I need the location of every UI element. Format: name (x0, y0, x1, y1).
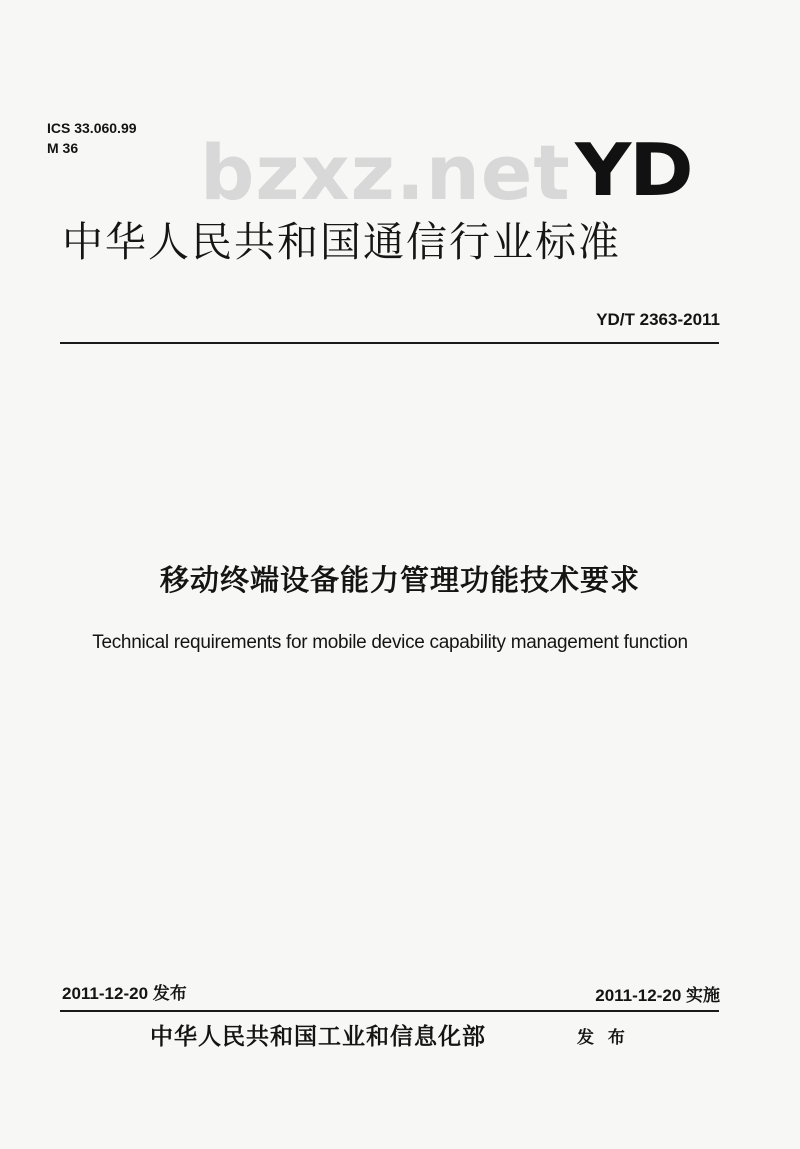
yd-logo: YD (575, 128, 692, 212)
standard-number: YD/T 2363-2011 (596, 310, 720, 329)
classification-codes (47, 118, 137, 158)
standard-category-title: 中华人民共和国通信行业标准 (62, 218, 621, 266)
publisher-name: 中华人民共和国工业和信息化部 (150, 1023, 486, 1050)
document-title-english: Technical requirements for mobile device capability management function (92, 632, 688, 653)
publisher-action: 发 布 (577, 1028, 629, 1048)
bottom-divider (60, 1010, 719, 1012)
top-divider (60, 342, 719, 344)
ccs-code: M 36 (47, 140, 79, 156)
implementation-date: 2011-12-20 实施 (595, 986, 720, 1005)
watermark: bzxz.net (200, 128, 571, 217)
ics-code: ICS 33.060.99 (47, 120, 137, 136)
issue-date: 2011-12-20 发布 (62, 984, 187, 1003)
document-title-chinese: 移动终端设备能力管理功能技术要求 (159, 563, 640, 597)
